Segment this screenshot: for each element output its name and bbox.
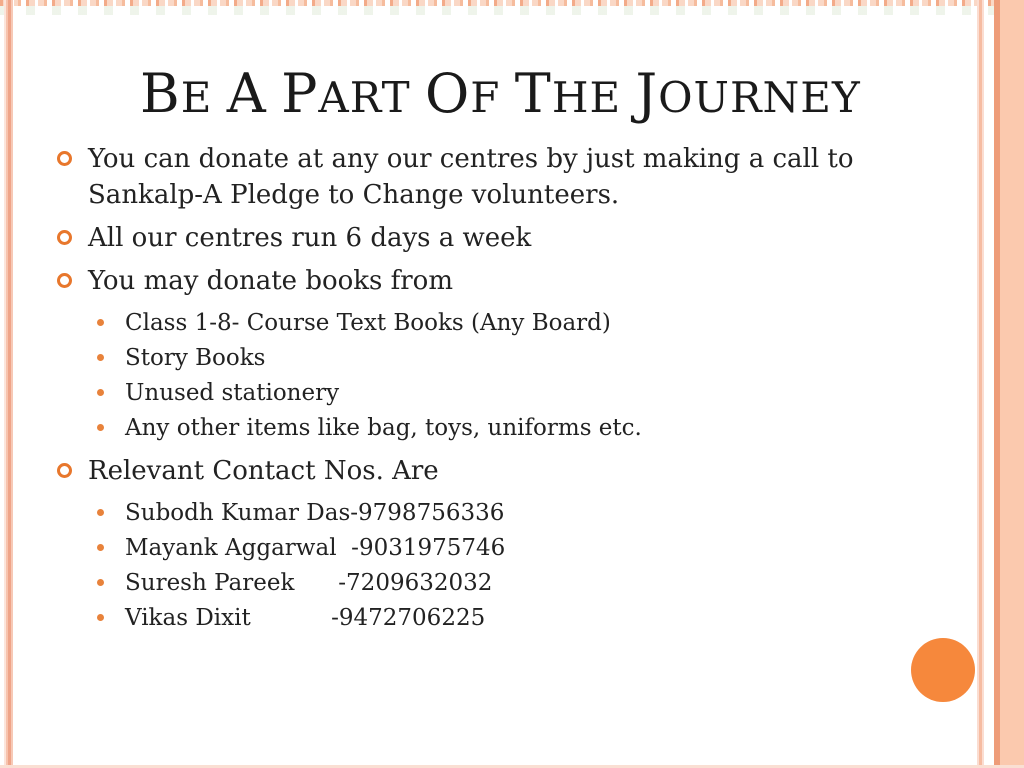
bullet-text: Any other items like bag, toys, uniforms etc. — [125, 415, 642, 441]
bullet-item — [57, 453, 857, 489]
bullet-ring-icon — [57, 463, 72, 478]
bullet-dot-icon — [97, 319, 104, 326]
bullet-item — [97, 566, 857, 601]
top-border-ghost-pattern — [0, 6, 1024, 15]
slide-title: BE A PART OF THE JOURNEY — [140, 62, 861, 125]
left-edge-stripe — [4, 0, 14, 768]
bullet-text: Mayank Aggarwal -9031975746 — [125, 535, 506, 561]
bullet-text: All our centres run 6 days a week — [88, 223, 532, 253]
bullet-dot-icon — [97, 354, 104, 361]
bullet-dot-icon — [97, 544, 104, 551]
bullet-text: Suresh Pareek -7209632032 — [125, 570, 493, 596]
bullet-item — [97, 496, 857, 531]
bullet-text: Subodh Kumar Das-9798756336 — [125, 500, 505, 526]
bullet-text: Story Books — [125, 345, 266, 371]
bullet-dot-icon — [97, 579, 104, 586]
right-edge-band — [994, 0, 1024, 768]
bullet-text: Class 1-8- Course Text Books (Any Board) — [125, 310, 611, 336]
bullet-text: You may donate books from — [88, 266, 453, 296]
bullet-ring-icon — [57, 273, 72, 288]
bullet-item — [97, 306, 857, 341]
bullet-dot-icon — [97, 509, 104, 516]
bullet-text: You can donate at any our centres by just making a call to Sankalp-A Pledge to Change volunteers. — [88, 144, 862, 210]
slide-body — [57, 134, 862, 636]
bullet-item — [97, 376, 857, 411]
bullet-ring-icon — [57, 230, 72, 245]
bullet-list — [57, 141, 862, 636]
bullet-dot-icon — [97, 424, 104, 431]
bullet-text: Vikas Dixit -9472706225 — [125, 605, 486, 631]
bullet-item — [97, 411, 857, 446]
bullet-item — [97, 341, 857, 376]
right-edge-thin-stripe — [977, 0, 985, 768]
bullet-item — [97, 601, 857, 636]
bullet-item — [57, 141, 862, 213]
bullet-ring-icon — [57, 151, 72, 166]
bullet-text: Unused stationery — [125, 380, 340, 406]
bullet-text: Relevant Contact Nos. Are — [88, 456, 439, 486]
bullet-dot-icon — [97, 389, 104, 396]
bullet-item — [97, 531, 857, 566]
orange-circle-decoration-icon — [911, 638, 975, 702]
bullet-dot-icon — [97, 614, 104, 621]
bullet-item — [57, 263, 857, 299]
bullet-item — [57, 220, 857, 256]
